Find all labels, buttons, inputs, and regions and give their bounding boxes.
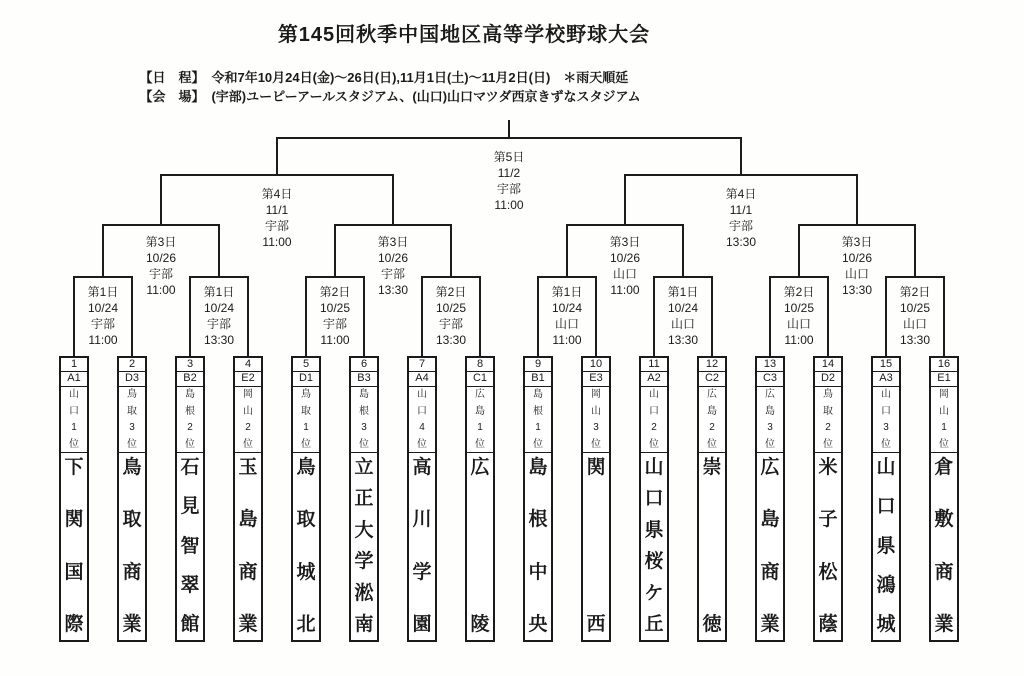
team-origin: 広 島 2 位 [699, 387, 725, 453]
team-box [639, 356, 669, 642]
match-date: 10/26 [609, 251, 641, 265]
schedule-label: 【日 程】 [139, 70, 205, 85]
match-label-quarterfinal-1 [129, 234, 193, 298]
match-date: 11/1 [729, 203, 753, 217]
match-time: 11:00 [146, 283, 176, 297]
match-time: 13:30 [435, 333, 467, 347]
match-label-round1-2 [187, 284, 251, 348]
match-venue: 宇部 [496, 182, 521, 196]
team-seed: B3 [351, 372, 377, 387]
team-number: 5 [293, 358, 319, 372]
match-venue: 宇部 [148, 267, 173, 281]
team-number: 10 [583, 358, 609, 372]
match-venue: 宇部 [438, 317, 463, 331]
match-time: 13:30 [725, 235, 757, 249]
match-time: 11:00 [784, 333, 814, 347]
match-date: 10/24 [203, 301, 235, 315]
match-date: 11/1 [265, 203, 289, 217]
team-box [813, 356, 843, 642]
team-seed: D1 [293, 372, 319, 387]
team-name: 立 正 大 学 淞 南 [354, 457, 374, 635]
match-day: 第5日 [493, 150, 525, 164]
team-seed: A3 [873, 372, 899, 387]
team-seed: B1 [525, 372, 551, 387]
match-time: 11:00 [262, 235, 292, 249]
schedule-text: 令和7年10月24日(金)～26日(日),11月1日(土)～11月2日(日) ＊雨天順延 [211, 70, 629, 85]
match-date: 10/25 [435, 301, 467, 315]
team-origin: 鳥 取 2 位 [815, 387, 841, 453]
team-origin: 山 口 1 位 [61, 387, 87, 453]
team-box [291, 356, 321, 642]
match-date: 10/25 [899, 301, 931, 315]
match-day: 第4日 [261, 187, 293, 201]
team-box [581, 356, 611, 642]
match-day: 第3日 [841, 235, 873, 249]
team-origin: 山 口 2 位 [641, 387, 667, 453]
team-name: 崇 徳 [702, 457, 722, 635]
match-day: 第1日 [667, 285, 699, 299]
team-number: 2 [119, 358, 145, 372]
match-day: 第2日 [783, 285, 815, 299]
team-seed: B2 [177, 372, 203, 387]
match-day: 第1日 [203, 285, 235, 299]
match-date: 10/24 [87, 301, 119, 315]
match-time: 13:30 [841, 283, 873, 297]
match-venue: 山口 [612, 267, 637, 281]
match-venue: 宇部 [322, 317, 347, 331]
match-venue: 宇部 [206, 317, 231, 331]
venue-line [125, 71, 641, 120]
match-label-round1-6 [651, 284, 715, 348]
match-label-quarterfinal-2 [361, 234, 425, 298]
team-seed: A1 [61, 372, 87, 387]
team-origin: 岡 山 2 位 [235, 387, 261, 453]
team-number: 16 [931, 358, 957, 372]
match-venue: 宇部 [728, 219, 753, 233]
page-title: 第145回秋季中国地区高等学校野球大会 [277, 24, 651, 46]
team-box [175, 356, 205, 642]
match-label-round1-5 [535, 284, 599, 348]
match-venue: 山口 [554, 317, 579, 331]
match-time: 13:30 [377, 283, 409, 297]
match-day: 第3日 [145, 235, 177, 249]
team-seed: E1 [931, 372, 957, 387]
team-name: 玉 島 商 業 [238, 457, 258, 635]
team-name: 関 西 [586, 457, 606, 635]
match-day: 第1日 [87, 285, 119, 299]
team-box [407, 356, 437, 642]
team-seed: E2 [235, 372, 261, 387]
team-seed: A2 [641, 372, 667, 387]
match-time: 11:00 [494, 198, 524, 212]
team-number: 13 [757, 358, 783, 372]
match-date: 10/24 [551, 301, 583, 315]
match-day: 第2日 [319, 285, 351, 299]
match-label-quarterfinal-3 [593, 234, 657, 298]
team-origin: 島 根 1 位 [525, 387, 551, 453]
team-number: 12 [699, 358, 725, 372]
team-name: 島 根 中 央 [528, 457, 548, 635]
team-seed: A4 [409, 372, 435, 387]
team-number: 4 [235, 358, 261, 372]
match-date: 10/25 [319, 301, 351, 315]
match-label-round1-3 [303, 284, 367, 348]
team-seed: D3 [119, 372, 145, 387]
team-origin: 島 根 2 位 [177, 387, 203, 453]
team-number: 6 [351, 358, 377, 372]
match-time: 13:30 [899, 333, 931, 347]
match-label-final [477, 149, 541, 213]
match-label-semifinal-1 [245, 186, 309, 250]
team-origin: 鳥 取 1 位 [293, 387, 319, 453]
team-seed: C2 [699, 372, 725, 387]
match-label-round1-1 [71, 284, 135, 348]
team-origin: 山 口 3 位 [873, 387, 899, 453]
match-day: 第3日 [609, 235, 641, 249]
match-date: 10/25 [783, 301, 815, 315]
match-venue: 山口 [670, 317, 695, 331]
match-date: 10/26 [841, 251, 873, 265]
match-time: 11:00 [320, 333, 350, 347]
match-venue: 宇部 [380, 267, 405, 281]
team-origin: 鳥 取 3 位 [119, 387, 145, 453]
match-label-round1-8 [883, 284, 947, 348]
team-seed: D2 [815, 372, 841, 387]
team-seed: C1 [467, 372, 493, 387]
team-box [697, 356, 727, 642]
match-day: 第2日 [899, 285, 931, 299]
team-number: 8 [467, 358, 493, 372]
team-box [117, 356, 147, 642]
team-box [349, 356, 379, 642]
team-name: 米 子 松 蔭 [818, 457, 838, 635]
match-day: 第4日 [725, 187, 757, 201]
match-time: 11:00 [552, 333, 582, 347]
team-origin: 岡 山 3 位 [583, 387, 609, 453]
match-venue: 山口 [786, 317, 811, 331]
team-number: 15 [873, 358, 899, 372]
venue-label: 【会 場】 [139, 89, 205, 104]
venue-text: (宇部)ユーピーアールスタジアム、(山口)山口マツダ西京きずなスタジアム [211, 89, 641, 104]
team-seed: E3 [583, 372, 609, 387]
team-box [871, 356, 901, 642]
team-name: 倉 敷 商 業 [934, 457, 954, 635]
team-name: 石 見 智 翠 館 [180, 457, 200, 635]
match-date: 11/2 [497, 166, 521, 180]
match-day: 第3日 [377, 235, 409, 249]
match-time: 11:00 [610, 283, 640, 297]
team-number: 9 [525, 358, 551, 372]
team-box [59, 356, 89, 642]
team-name: 鳥 取 商 業 [122, 457, 142, 635]
match-time: 13:30 [203, 333, 235, 347]
team-origin: 広 島 3 位 [757, 387, 783, 453]
match-date: 10/26 [377, 251, 409, 265]
team-box [755, 356, 785, 642]
team-box [929, 356, 959, 642]
team-name: 広 陵 [470, 457, 490, 635]
team-seed: C3 [757, 372, 783, 387]
team-box [465, 356, 495, 642]
match-label-round1-4 [419, 284, 483, 348]
team-name: 山 口 県 鴻 城 [876, 457, 896, 635]
match-label-quarterfinal-4 [825, 234, 889, 298]
team-number: 7 [409, 358, 435, 372]
match-time: 11:00 [88, 333, 118, 347]
match-venue: 山口 [844, 267, 869, 281]
match-label-semifinal-2 [709, 186, 773, 250]
team-name: 鳥 取 城 北 [296, 457, 316, 635]
team-origin: 岡 山 1 位 [931, 387, 957, 453]
team-origin: 山 口 4 位 [409, 387, 435, 453]
team-box [523, 356, 553, 642]
match-venue: 宇部 [264, 219, 289, 233]
team-name: 高 川 学 園 [412, 457, 432, 635]
match-time: 13:30 [667, 333, 699, 347]
team-number: 1 [61, 358, 87, 372]
match-label-round1-7 [767, 284, 831, 348]
team-name: 山 口 県 桜 ケ 丘 [644, 457, 664, 635]
team-name: 広 島 商 業 [760, 457, 780, 635]
match-date: 10/26 [145, 251, 177, 265]
match-venue: 山口 [902, 317, 927, 331]
team-number: 3 [177, 358, 203, 372]
team-box [233, 356, 263, 642]
team-number: 14 [815, 358, 841, 372]
match-day: 第1日 [551, 285, 583, 299]
match-venue: 宇部 [90, 317, 115, 331]
team-number: 11 [641, 358, 667, 372]
team-origin: 広 島 1 位 [467, 387, 493, 453]
team-name: 下 関 国 際 [64, 457, 84, 635]
match-date: 10/24 [667, 301, 699, 315]
team-origin: 島 根 3 位 [351, 387, 377, 453]
match-day: 第2日 [435, 285, 467, 299]
